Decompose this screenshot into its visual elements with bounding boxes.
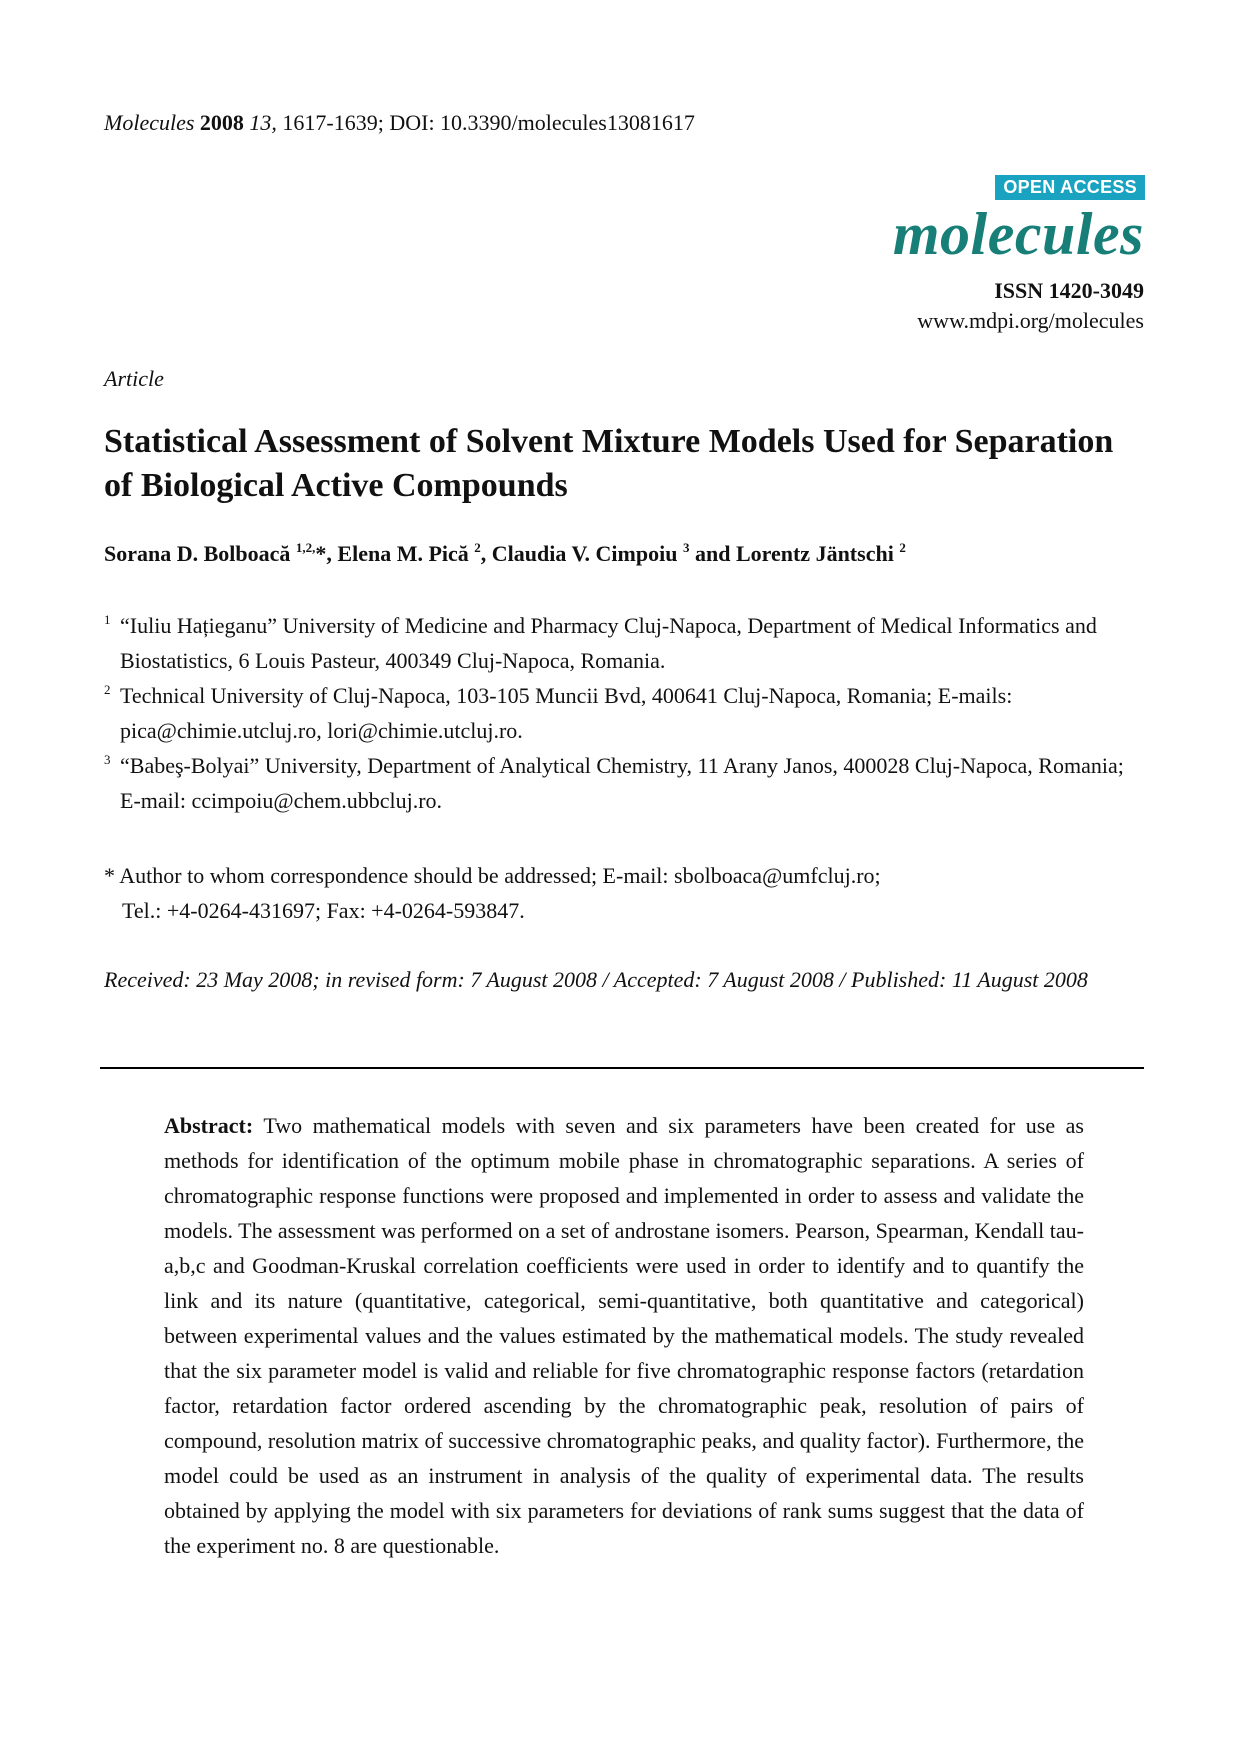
affiliation-number: 1 xyxy=(104,612,111,627)
citation-year: 2008 xyxy=(199,110,244,135)
author-name: Lorentz Jäntschi xyxy=(735,541,894,566)
author-affiliation-mark: 3 xyxy=(682,540,690,555)
author-separator: *, xyxy=(315,541,338,566)
author-name: Sorana D. Bolboacă xyxy=(104,541,291,566)
affiliation-number: 2 xyxy=(104,682,111,697)
correspondence-note xyxy=(104,858,1144,928)
affiliation-item xyxy=(104,608,1144,678)
author-separator: and xyxy=(689,541,736,566)
abstract-label: Abstract: xyxy=(164,1113,254,1138)
author-name: Elena M. Pică xyxy=(337,541,469,566)
abstract-text: Two mathematical models with seven and six parameters have been created for use as methods for identification of the optimum mobile phase in chromatographic separations. A series of chromatographic response functions were proposed and implemented in order to assess and validate the models. The assessment was performed on a set of androstane isomers. Pearson, Spearman, Kendall tau-a,b,c and Goodman-Kruskal correlation coefficients were used in order to identify and to quantify the link and its nature (quantitative, categorical, semi-quantitative, both quantitative and categorical) between experimental values and the values estimated by the mathematical models. The study revealed that the six parameter model is valid and reliable for five chromatographic response factors (retardation factor, retardation factor ordered ascending by the chromatographic peak, resolution of pairs of compound, resolution matrix of successive chromatographic peaks, and quality factor). Furthermore, the model could be used as an instrument in analysis of the quality of experimental data. The results obtained by applying the model with six parameters for deviations of rank sums suggest that the data of the experiment no. 8 are questionable. xyxy=(164,1113,1084,1558)
journal-name: Molecules xyxy=(104,110,195,135)
affiliation-item xyxy=(104,748,1144,818)
author-affiliation-mark: 2 xyxy=(899,540,906,555)
abstract xyxy=(164,1108,1084,1563)
issn: ISSN 1420-3049 xyxy=(994,278,1144,303)
publication-dates: Received: 23 May 2008; in revised form: 7 August 2008 / Accepted: 7 August 2008 / Published: 11 August 2008 xyxy=(104,967,1088,992)
affiliation-text: “Iuliu Hațieganu” University of Medicine and Pharmacy Cluj-Napoca, Department of Medical Informatics and Biostatistics, 6 Louis Pasteur, 400349 Cluj-Napoca, Romania. xyxy=(120,613,1097,673)
affiliations xyxy=(104,608,1144,818)
article-type: Article xyxy=(104,366,164,391)
journal-website: www.mdpi.org/molecules xyxy=(917,308,1144,333)
citation-volume: 13, xyxy=(249,110,277,135)
citation-line xyxy=(104,110,695,136)
author-name: Claudia V. Cimpoiu xyxy=(491,541,678,566)
author-list xyxy=(104,540,1144,567)
citation-pages-doi: 1617-1639; DOI: 10.3390/molecules13081617 xyxy=(282,110,695,135)
section-divider xyxy=(100,1067,1144,1069)
open-access-badge: OPEN ACCESS xyxy=(995,175,1145,200)
affiliation-text: Technical University of Cluj-Napoca, 103-105 Muncii Bvd, 400641 Cluj-Napoca, Romania; E-mails: pica@chimie.utcluj.ro, lori@chimie.utcluj.ro. xyxy=(120,683,1013,743)
journal-logo: molecules xyxy=(892,201,1144,267)
affiliation-item xyxy=(104,678,1144,748)
author-affiliation-mark: 2 xyxy=(474,540,481,555)
paper-title: Statistical Assessment of Solvent Mixture Models Used for Separation of Biological Active Compounds xyxy=(104,423,1114,504)
affiliation-text: “Babeş-Bolyai” University, Department of Analytical Chemistry, 11 Arany Janos, 400028 Cluj-Napoca, Romania; E-mail: ccimpoiu@chem.ubbcluj.ro. xyxy=(120,753,1124,813)
author-affiliation-mark: 1,2, xyxy=(295,540,316,555)
author-separator: , xyxy=(480,541,492,566)
correspondence-email-line: * Author to whom correspondence should be addressed; E-mail: sbolboaca@umfcluj.ro; xyxy=(104,863,881,888)
affiliation-number: 3 xyxy=(104,752,111,767)
correspondence-phone-line: Tel.: +4-0264-431697; Fax: +4-0264-593847. xyxy=(122,898,525,923)
